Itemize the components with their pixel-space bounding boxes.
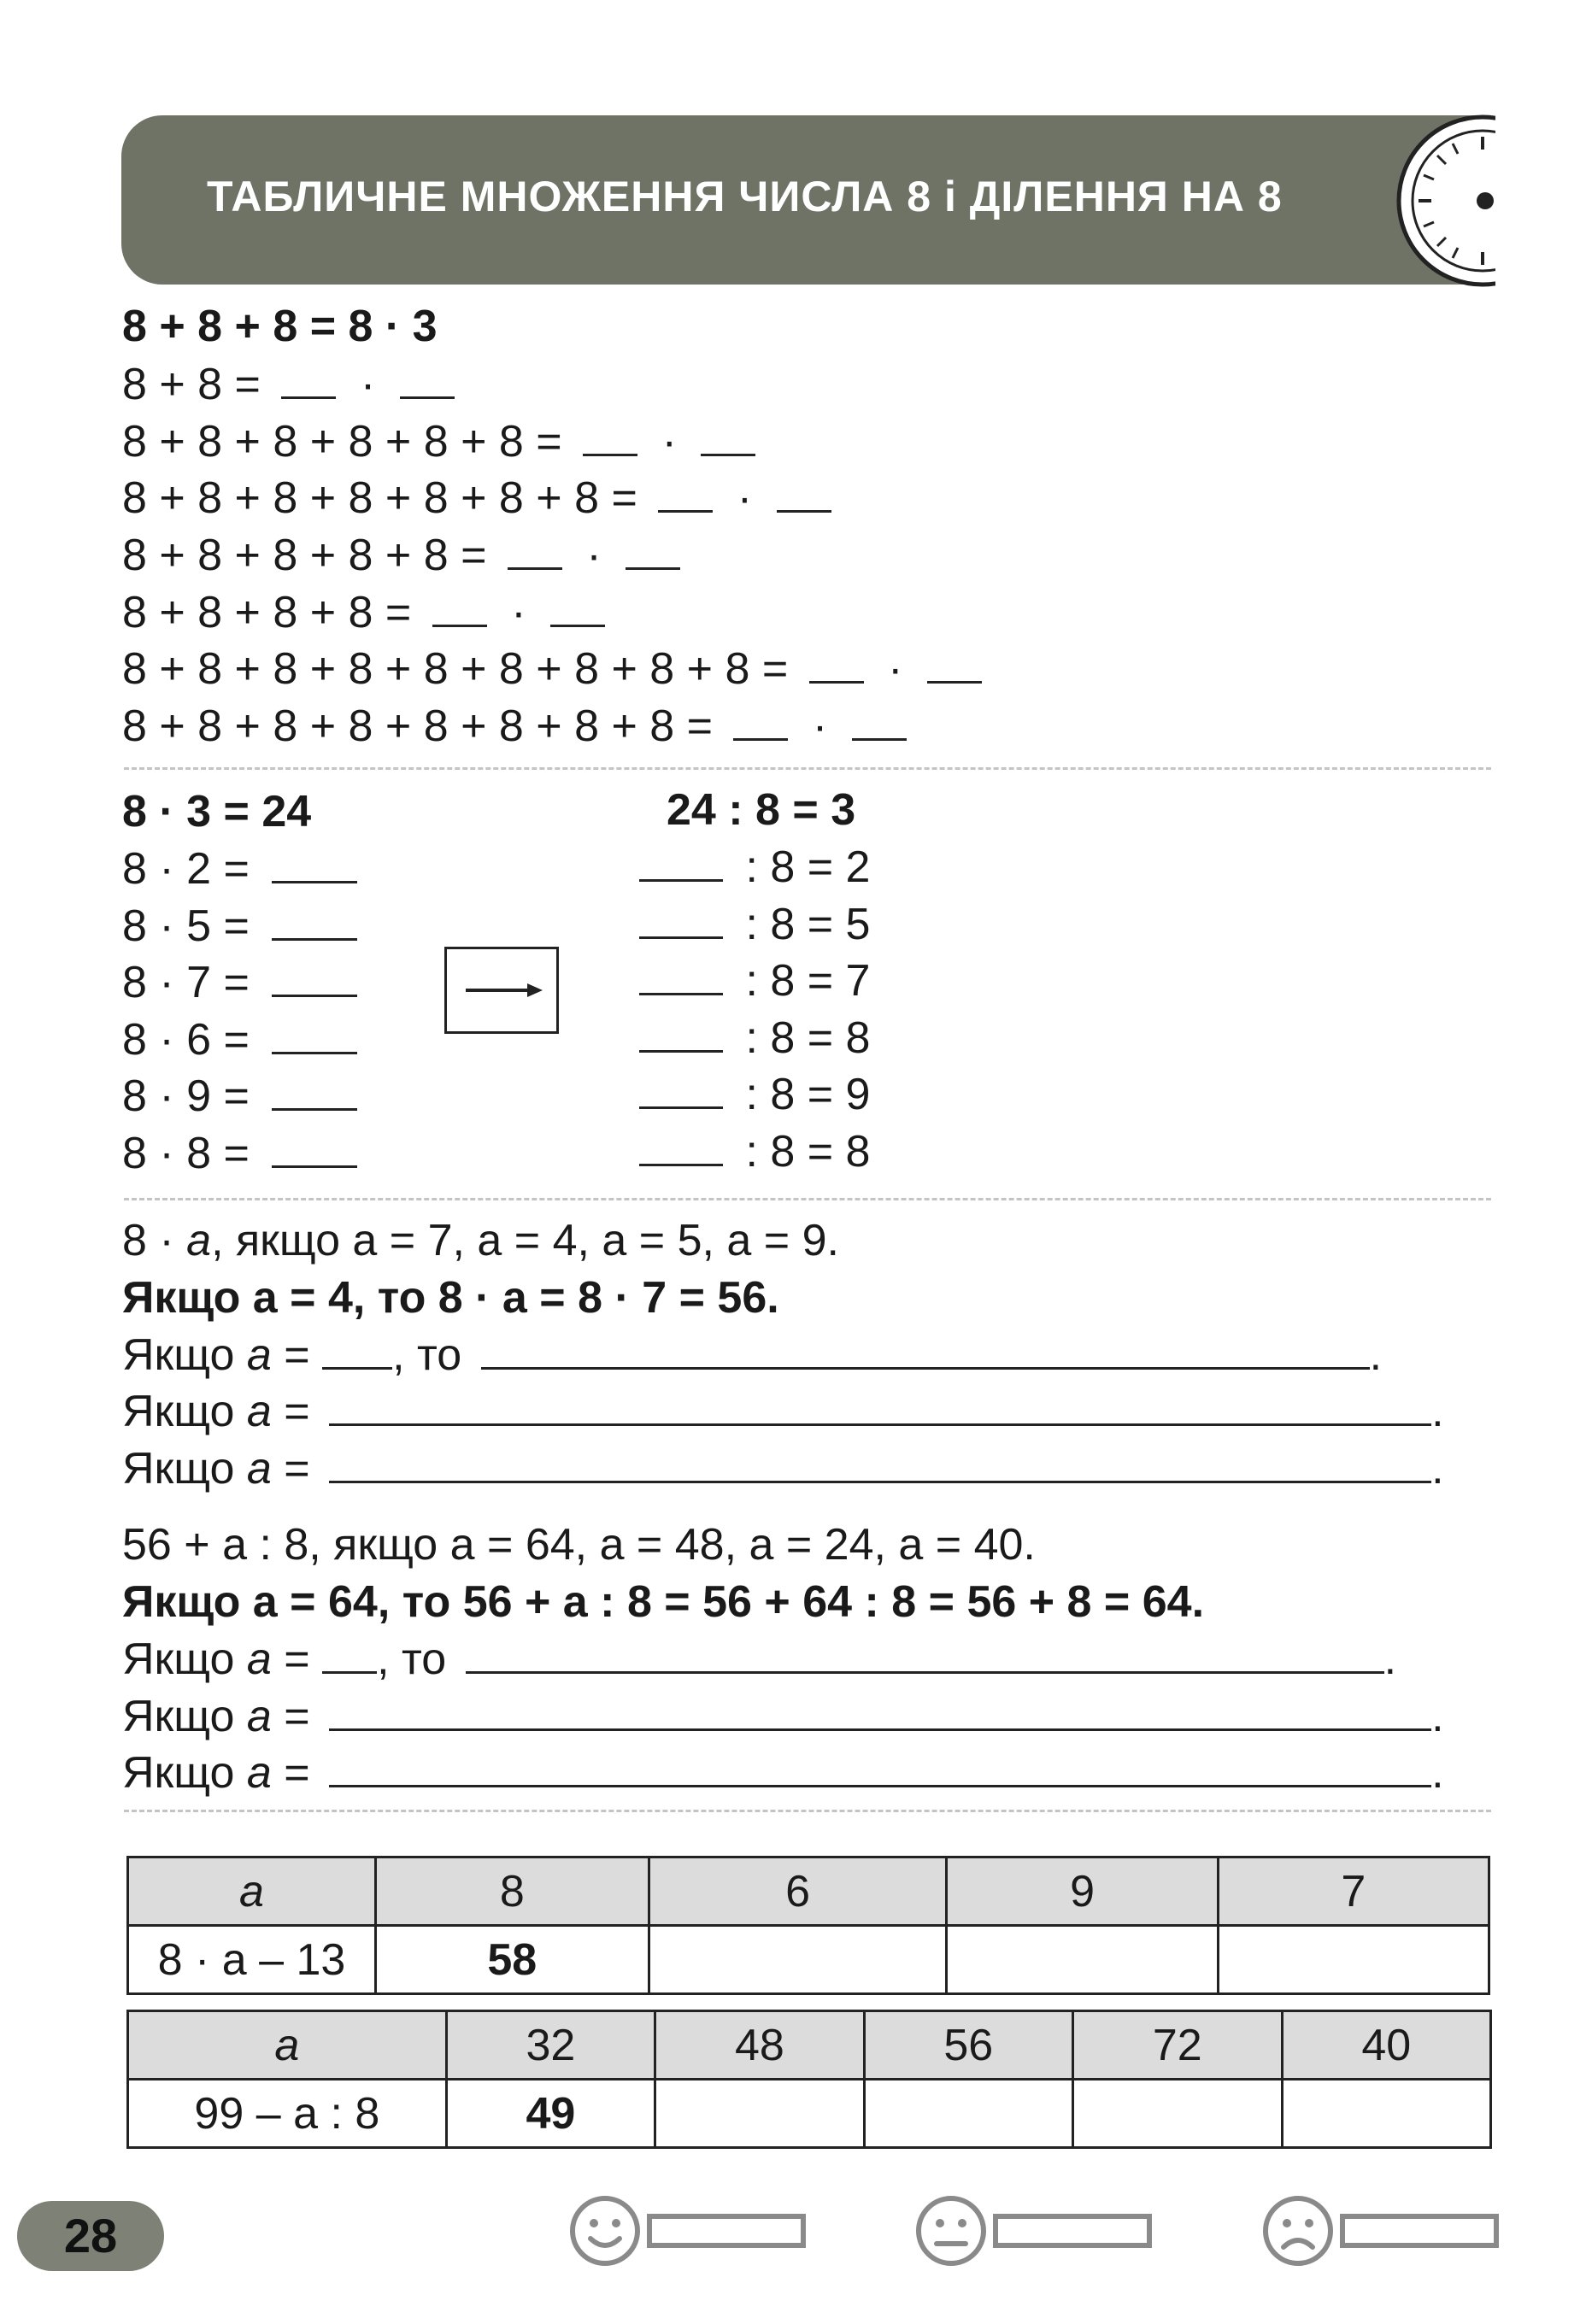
arrow-box <box>444 947 559 1034</box>
happy-face-icon[interactable] <box>568 2192 812 2269</box>
answer-blank[interactable] <box>733 701 788 741</box>
line-prefix: Якщо <box>122 1692 235 1741</box>
task-suffix: , якщо a = 7, a = 4, a = 5, a = 9. <box>211 1216 839 1265</box>
multiplication-expression: 8 · 8 = <box>122 1129 250 1178</box>
table-answer-cell[interactable] <box>1218 1926 1489 1994</box>
table-header-cell: a <box>128 2011 447 2080</box>
expression-example: Якщо a = 64, то 56 + a : 8 = 56 + 64 : 8 = 56 + 8 = 64. <box>122 1577 1205 1627</box>
table-header-cell: 40 <box>1282 2011 1491 2080</box>
sum-expression: 8 + 8 + 8 + 8 + 8 + 8 + 8 = <box>122 473 637 523</box>
multiplication-expression: 8 · 9 = <box>122 1071 250 1121</box>
sum-expression: 8 + 8 = <box>122 360 261 409</box>
equals-sign: = <box>284 1444 310 1494</box>
page-title: ТАБЛИЧНЕ МНОЖЕННЯ ЧИСЛА 8 і ДІЛЕННЯ НА 8 <box>207 173 1283 220</box>
value-blank[interactable] <box>322 1634 377 1674</box>
sum-expression: 8 + 8 + 8 + 8 + 8 + 8 + 8 + 8 = <box>122 701 714 751</box>
variable: a <box>246 1330 272 1380</box>
multiplication-row <box>122 901 357 952</box>
answer-blank[interactable] <box>272 1071 357 1111</box>
division-row <box>639 1012 870 1064</box>
multiplication-row <box>122 957 357 1008</box>
dot-sign: · <box>661 417 677 467</box>
table-header-cell: 9 <box>947 1857 1218 1926</box>
dot-sign: · <box>812 701 828 751</box>
table-answer-cell[interactable] <box>655 2080 864 2148</box>
section-divider <box>124 767 1491 770</box>
division-expression: : 8 = 9 <box>745 1070 871 1119</box>
table-answer-cell[interactable] <box>947 1926 1218 1994</box>
table-answer-cell[interactable] <box>864 2080 1072 2148</box>
sum-example: 8 + 8 + 8 = 8 · 3 <box>122 302 438 351</box>
division-row <box>639 955 870 1006</box>
answer-blank[interactable] <box>481 1329 1370 1370</box>
multiplication-expression: 8 · 5 = <box>122 901 250 951</box>
answer-blank[interactable] <box>852 701 907 741</box>
sum-row <box>122 472 831 524</box>
section-divider <box>124 1198 1491 1200</box>
period: . <box>1431 1748 1444 1798</box>
sum-expression: 8 + 8 + 8 + 8 + 8 = <box>122 531 487 580</box>
line-prefix: Якщо <box>122 1634 235 1684</box>
division-expression: : 8 = 5 <box>745 900 871 949</box>
answer-blank[interactable] <box>927 643 982 684</box>
table-header-cell: 32 <box>446 2011 655 2080</box>
answer-blank[interactable] <box>639 1012 723 1053</box>
division-expression: : 8 = 2 <box>745 842 871 892</box>
task-variable: a <box>186 1216 212 1265</box>
answer-blank[interactable] <box>281 359 336 399</box>
then-word: , то <box>392 1330 462 1380</box>
answer-line <box>122 1443 1444 1494</box>
dot-sign: · <box>511 588 526 637</box>
answer-blank[interactable] <box>466 1634 1384 1674</box>
sum-row <box>122 587 605 638</box>
table-answer-cell[interactable] <box>1282 2080 1491 2148</box>
equals-sign: = <box>284 1330 310 1380</box>
table-header-cell: 7 <box>1218 1857 1489 1926</box>
answer-blank[interactable] <box>639 955 723 995</box>
answer-blank[interactable] <box>639 1069 723 1109</box>
table-header-row <box>128 2011 1491 2080</box>
sum-row <box>122 701 907 752</box>
table-answer-cell[interactable] <box>649 1926 947 1994</box>
dot-sign: · <box>888 644 903 694</box>
division-expression: : 8 = 8 <box>745 1013 871 1063</box>
table-expression-cell: 8 · a – 13 <box>128 1926 376 1994</box>
expression-example: Якщо a = 4, то 8 · a = 8 · 7 = 56. <box>122 1273 779 1323</box>
answer-line <box>122 1329 1481 1381</box>
answer-blank[interactable] <box>777 472 831 513</box>
answer-line <box>122 1634 1396 1685</box>
answer-blank[interactable] <box>658 472 713 513</box>
sad-face-icon[interactable] <box>1261 2192 1505 2269</box>
line-prefix: Якщо <box>122 1444 235 1494</box>
table-header-cell: 56 <box>864 2011 1072 2080</box>
period: . <box>1431 1387 1444 1436</box>
multiplication-row <box>122 1128 357 1179</box>
variable: a <box>246 1444 272 1494</box>
multiplication-expression: 8 · 6 = <box>122 1015 250 1065</box>
table-row <box>128 1926 1489 1994</box>
answer-blank[interactable] <box>626 530 680 570</box>
dot-sign: · <box>360 360 376 409</box>
variable: a <box>246 1634 272 1684</box>
answer-blank[interactable] <box>639 1126 723 1166</box>
answer-blank[interactable] <box>329 1443 1431 1483</box>
neutral-face-icon[interactable] <box>914 2192 1158 2269</box>
answer-blank[interactable] <box>329 1691 1431 1731</box>
equals-sign: = <box>284 1748 310 1798</box>
answer-blank[interactable] <box>583 416 637 456</box>
division-row <box>639 1126 870 1177</box>
division-example: 24 : 8 = 3 <box>667 785 856 835</box>
division-row <box>639 899 870 950</box>
answer-blank[interactable] <box>400 359 455 399</box>
line-prefix: Якщо <box>122 1748 235 1798</box>
table-header-cell: 72 <box>1073 2011 1282 2080</box>
table-header-cell: 8 <box>376 1857 649 1926</box>
equals-sign: = <box>284 1634 310 1684</box>
sum-expression: 8 + 8 + 8 + 8 + 8 + 8 = <box>122 417 562 467</box>
multiplication-expression: 8 · 2 = <box>122 844 250 894</box>
period: . <box>1383 1634 1397 1684</box>
sum-expression: 8 + 8 + 8 + 8 + 8 + 8 + 8 + 8 + 8 = <box>122 644 789 694</box>
variable: a <box>246 1748 272 1798</box>
clock-icon <box>1384 111 1495 290</box>
division-expression: : 8 = 7 <box>745 956 871 1006</box>
answer-line <box>122 1747 1444 1799</box>
table-answer-cell[interactable] <box>1073 2080 1282 2148</box>
answer-blank[interactable] <box>329 1747 1431 1787</box>
equals-sign: = <box>284 1692 310 1741</box>
values-table-1 <box>126 1856 1490 1995</box>
answer-line <box>122 1691 1444 1742</box>
table-expression-cell: 99 – a : 8 <box>128 2080 447 2148</box>
answer-blank[interactable] <box>432 587 487 627</box>
sum-row <box>122 416 755 467</box>
answer-blank[interactable] <box>550 587 605 627</box>
header-banner <box>121 115 1489 285</box>
task-prefix: 8 · <box>122 1216 174 1265</box>
answer-blank[interactable] <box>639 842 723 882</box>
answer-blank[interactable] <box>272 1014 357 1054</box>
multiplication-row <box>122 1014 357 1065</box>
table-header-row <box>128 1857 1489 1926</box>
then-word: , то <box>377 1634 447 1684</box>
answer-blank[interactable] <box>701 416 755 456</box>
answer-blank[interactable] <box>272 843 357 883</box>
page-number: 28 <box>17 2201 164 2271</box>
sum-row <box>122 643 982 695</box>
answer-blank[interactable] <box>272 957 357 997</box>
answer-line <box>122 1386 1444 1437</box>
multiplication-example: 8 · 3 = 24 <box>122 787 312 836</box>
table-header-cell: 48 <box>655 2011 864 2080</box>
section-divider <box>124 1810 1491 1812</box>
sum-expression: 8 + 8 + 8 + 8 = <box>122 588 412 637</box>
sum-row <box>122 359 455 410</box>
multiplication-expression: 8 · 7 = <box>122 958 250 1007</box>
line-prefix: Якщо <box>122 1387 235 1436</box>
answer-blank[interactable] <box>508 530 562 570</box>
expression-task <box>122 1215 839 1266</box>
table-header-cell: a <box>128 1857 376 1926</box>
multiplication-row <box>122 1071 357 1122</box>
dot-sign: · <box>586 531 602 580</box>
table-cell: 58 <box>376 1926 649 1994</box>
answer-blank[interactable] <box>272 901 357 941</box>
table-header-cell: 6 <box>649 1857 947 1926</box>
table-row <box>128 2080 1491 2148</box>
division-row <box>639 1069 870 1120</box>
values-table-2 <box>126 2010 1492 2149</box>
value-blank[interactable] <box>322 1329 392 1370</box>
answer-blank[interactable] <box>809 643 864 684</box>
answer-blank[interactable] <box>329 1386 1431 1426</box>
table-cell: 49 <box>446 2080 655 2148</box>
multiplication-row <box>122 843 357 895</box>
period: . <box>1431 1692 1444 1741</box>
arrow-right-icon <box>447 949 556 1031</box>
equals-sign: = <box>284 1387 310 1436</box>
expression-task: 56 + a : 8, якщо a = 64, a = 48, a = 24, a = 40. <box>122 1520 1036 1570</box>
answer-blank[interactable] <box>272 1128 357 1168</box>
division-expression: : 8 = 8 <box>745 1127 871 1177</box>
dot-sign: · <box>737 473 753 523</box>
period: . <box>1431 1444 1444 1494</box>
division-row <box>639 842 870 893</box>
line-prefix: Якщо <box>122 1330 235 1380</box>
sum-row <box>122 530 680 581</box>
answer-blank[interactable] <box>639 899 723 939</box>
variable: a <box>246 1387 272 1436</box>
period: . <box>1369 1330 1383 1380</box>
variable: a <box>246 1692 272 1741</box>
